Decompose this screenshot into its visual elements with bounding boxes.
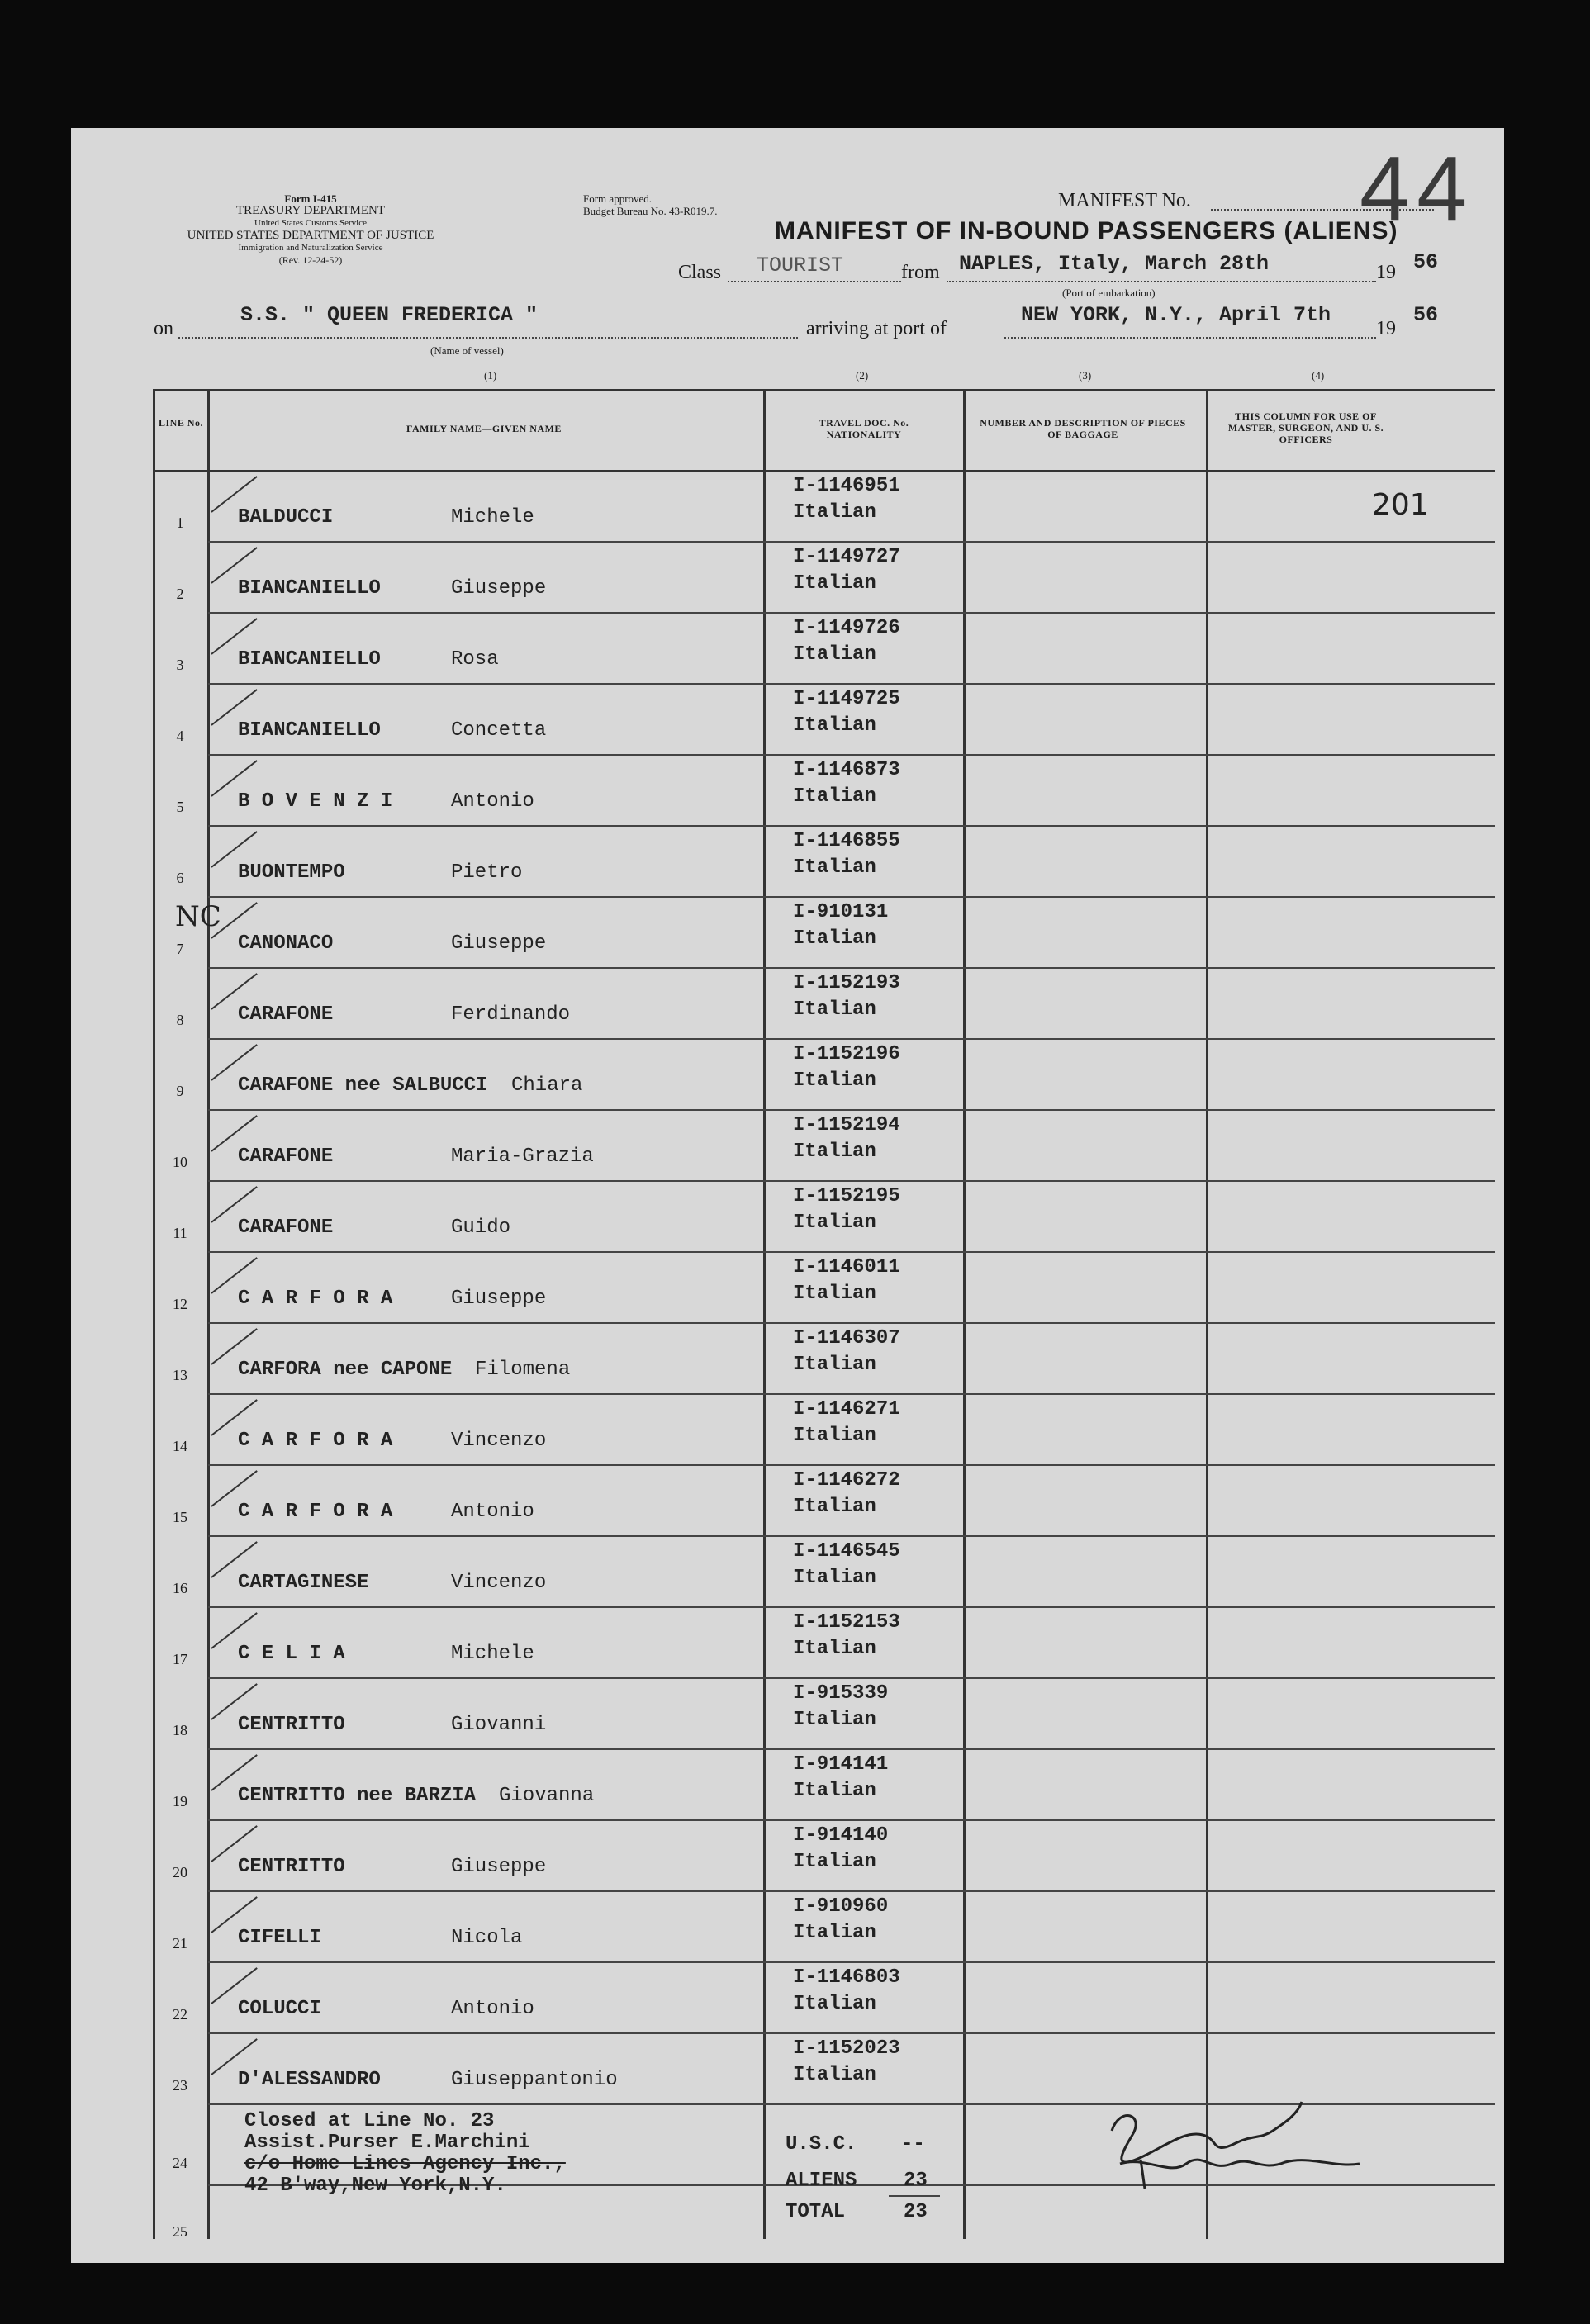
officer-note: 201 [1372,488,1429,522]
total-label: TOTAL [786,2201,846,2223]
line-number: 17 [173,1651,187,1667]
row-border [208,1180,1495,1182]
approval-block [583,192,717,217]
year-prefix-2: 19 [1376,318,1396,339]
travel-doc-number: I-1152195 [793,1185,900,1207]
travel-doc-number: I-1152193 [793,972,900,994]
nationality: Italian [793,1141,876,1163]
passenger-given-name: Antonio [451,1998,534,2020]
nationality: Italian [793,1425,876,1447]
ins-label: Immigration and Naturalization Service [238,243,383,253]
row-border [208,1393,1495,1395]
manifest-title: MANIFEST OF IN-BOUND PASSENGERS (ALIENS) [775,217,1398,244]
line-number: 2 [176,586,184,602]
travel-doc-number: I-910960 [793,1895,889,1918]
total-value: 23 [904,2201,928,2223]
arrival-value: NEW YORK, N.Y., April 7th [1021,303,1331,327]
line-number: 11 [173,1225,187,1241]
passenger-family-name: CARAFONE [238,1003,334,1026]
passenger-family-name: D'ALESSANDRO [238,2069,381,2091]
usc-label: U.S.C. [786,2133,857,2156]
form-id-block [150,192,472,267]
col-number-1: (1) [484,369,497,382]
vessel-name: S.S. " QUEEN FREDERICA " [240,303,539,327]
table-left-border [153,389,155,2239]
year-prefix-1: 19 [1376,262,1396,283]
passenger-given-name: Michele [451,1643,534,1665]
travel-doc-number: I-914141 [793,1753,889,1776]
travel-doc-number: I-1146011 [793,1256,900,1278]
line-no-header: LINE No. [158,417,203,429]
passenger-given-name: Concetta [451,719,547,742]
manifest-sheet [71,128,1504,2263]
approved-label: Form approved. [583,192,653,205]
nationality: Italian [793,2064,876,2086]
row-border [208,896,1495,898]
table-top-border [153,389,1495,391]
passenger-family-name: CENTRITTO [238,1714,345,1736]
row-border [208,1748,1495,1750]
line-number: 25 [173,2223,187,2240]
row-border [208,1819,1495,1821]
travel-doc-number: I-1146803 [793,1966,900,1989]
vessel-caption: (Name of vessel) [430,344,504,357]
nationality: Italian [793,1496,876,1518]
nationality: Italian [793,1638,876,1660]
margin-mark-bottom: 40 [65,2155,149,2232]
on-label: on [154,318,173,339]
line-number: 22 [173,2006,187,2023]
passenger-given-name: Giuseppantonio [451,2069,618,2091]
passenger-given-name: Vincenzo [451,1430,547,1452]
nationality: Italian [793,572,876,595]
passenger-family-name: CARAFONE nee SALBUCCI [238,1074,488,1097]
travel-doc-number: I-1152196 [793,1043,900,1065]
row-border [208,541,1495,543]
passenger-given-name: Ferdinando [451,1003,571,1026]
line-number: 10 [173,1154,187,1170]
year-value-1: 56 [1413,250,1439,274]
passenger-given-name: Maria-Grazia [451,1145,594,1168]
agency-note: c/o Home Lines Agency Inc., [244,2153,566,2175]
vessel-line [178,337,798,339]
nationality: Italian [793,643,876,666]
travel-doc-number: I-1146307 [793,1327,900,1349]
form-number: Form I-415 [284,192,337,205]
nationality: Italian [793,927,876,950]
margin-mark-row5: NC [175,900,221,933]
passenger-given-name: Antonio [451,790,534,813]
passenger-given-name: Chiara [511,1074,583,1097]
row-border [208,967,1495,969]
closed-note: Closed at Line No. 23 [244,2110,495,2132]
line-number: 14 [173,1438,187,1454]
passenger-family-name: CENTRITTO nee BARZIA [238,1785,477,1807]
line-number: 21 [173,1935,187,1952]
passenger-given-name: Vincenzo [451,1572,547,1594]
passenger-family-name: C A R F O R A [238,1430,393,1452]
revision-label: (Rev. 12-24-52) [278,254,343,266]
line-number: 24 [173,2155,187,2171]
nationality: Italian [793,856,876,879]
passenger-family-name: BIANCANIELLO [238,577,381,600]
purser-note: Assist.Purser E.Marchini [244,2132,530,2154]
class-value: TOURIST [757,254,844,277]
travel-doc-number: I-1146272 [793,1469,900,1492]
line-number: 12 [173,1296,187,1312]
passenger-family-name: CARTAGINESE [238,1572,369,1594]
from-value: NAPLES, Italy, March 28th [959,252,1270,276]
line-number: 7 [176,941,184,957]
row-border [208,1109,1495,1111]
passenger-given-name: Giuseppe [451,1856,547,1878]
row-border [208,2032,1495,2034]
passenger-given-name: Guido [451,1217,511,1239]
line-number: 23 [173,2077,187,2094]
nationality: Italian [793,1709,876,1731]
row-border [208,683,1495,685]
travel-doc-number: I-1149727 [793,546,900,568]
travel-doc-number: I-1146271 [793,1398,900,1420]
passenger-family-name: C E L I A [238,1643,345,1665]
year-value-2: 56 [1413,303,1439,327]
passenger-given-name: Giuseppe [451,577,547,600]
passenger-family-name: BALDUCCI [238,506,334,529]
nationality: Italian [793,1922,876,1944]
travel-doc-number: I-1152194 [793,1114,900,1136]
travel-doc-number: I-1146855 [793,830,900,852]
travel-doc-number: I-1146873 [793,759,900,781]
header-row-border [153,470,1495,472]
from-label: from [901,262,940,283]
line-number: 19 [173,1793,187,1809]
line-number: 6 [176,870,184,886]
row-border [208,754,1495,756]
nationality: Italian [793,1567,876,1589]
col-number-2: (2) [856,369,869,382]
line-number: 9 [176,1083,184,1099]
passenger-given-name: Michele [451,506,534,529]
passenger-given-name: Pietro [451,861,523,884]
totals-rule [889,2195,940,2197]
name-header: FAMILY NAME—GIVEN NAME [406,423,562,434]
passenger-family-name: COLUCCI [238,1998,321,2020]
line-number: 1 [176,515,184,531]
manifest-number: 44 [1360,138,1474,240]
line-number: 3 [176,657,184,673]
from-line [947,281,1376,282]
row-border [208,1464,1495,1466]
passenger-given-name: Giuseppe [451,1288,547,1310]
manifest-no-label: MANIFEST No. [1058,190,1191,211]
passenger-family-name: BIANCANIELLO [238,719,381,742]
passenger-family-name: BUONTEMPO [238,861,345,884]
row-border [208,1038,1495,1040]
aliens-label: ALIENS [786,2170,857,2192]
nationality: Italian [793,1851,876,1873]
travel-doc-number: I-1146545 [793,1540,900,1563]
passenger-given-name: Nicola [451,1927,523,1949]
col-number-4: (4) [1312,369,1325,382]
travel-doc-number: I-915339 [793,1682,889,1705]
line-number: 18 [173,1722,187,1738]
travel-doc-number: I-1152023 [793,2037,900,2060]
nationality: Italian [793,1780,876,1802]
passenger-given-name: Rosa [451,648,499,671]
passenger-family-name: C A R F O R A [238,1288,393,1310]
passenger-given-name: Giovanni [451,1714,547,1736]
line-number: 13 [173,1367,187,1383]
row-border [208,1535,1495,1537]
travel-doc-number: I-1149725 [793,688,900,710]
doc-header: TRAVEL DOC. No. NATIONALITY [819,417,909,440]
arrival-line [1004,337,1376,339]
port-embark-caption: (Port of embarkation) [1062,287,1156,299]
usc-value: -- [901,2133,925,2156]
travel-doc-number: I-910131 [793,901,889,923]
line-number: 15 [173,1509,187,1525]
col-number-3: (3) [1079,369,1092,382]
nationality: Italian [793,1070,876,1092]
row-border [208,1677,1495,1679]
passenger-family-name: CENTRITTO [238,1856,345,1878]
passenger-given-name: Giovanna [499,1785,595,1807]
passenger-family-name: B O V E N Z I [238,790,393,813]
treasury-label: TREASURY DEPARTMENT [235,204,386,217]
nationality: Italian [793,1283,876,1305]
budget-label: Budget Bureau No. 43-R019.7. [583,205,718,217]
line-number: 8 [176,1012,184,1028]
officer-signature [1095,2098,1368,2205]
row-border [208,1606,1495,1608]
row-border [208,1961,1495,1963]
nationality: Italian [793,501,876,524]
aliens-value: 23 [904,2170,928,2192]
nationality: Italian [793,785,876,808]
line-number: 5 [176,799,184,815]
nationality: Italian [793,1354,876,1376]
passenger-family-name: BIANCANIELLO [238,648,381,671]
baggage-header: NUMBER AND DESCRIPTION OF PIECES OF BAGGAGE [980,417,1186,440]
line-number: 4 [176,728,184,744]
row-border [208,612,1495,614]
nationality: Italian [793,714,876,737]
row-border [208,825,1495,827]
travel-doc-number: I-1152153 [793,1611,900,1634]
passenger-family-name: C A R F O R A [238,1501,393,1523]
row-border [208,1251,1495,1253]
passenger-family-name: CIFELLI [238,1927,321,1949]
row-border [208,1890,1495,1892]
passenger-family-name: CARFORA nee CAPONE [238,1359,453,1381]
line-number: 16 [173,1580,187,1596]
row-border [208,1322,1495,1324]
passenger-family-name: CANONACO [238,932,334,955]
travel-doc-number: I-1149726 [793,617,900,639]
travel-doc-number: I-914140 [793,1824,889,1847]
address-note: 42 B'way,New York,N.Y. [244,2175,506,2197]
class-label: Class [678,262,722,283]
passenger-given-name: Antonio [451,1501,534,1523]
passenger-family-name: CARAFONE [238,1217,334,1239]
officers-header: THIS COLUMN FOR USE OF MASTER, SURGEON, AND U. S. OFFICERS [1227,410,1384,445]
arriving-label: arriving at port of [806,318,947,339]
nationality: Italian [793,998,876,1021]
passenger-given-name: Filomena [475,1359,571,1381]
justice-label: UNITED STATES DEPARTMENT OF JUSTICE [187,229,434,242]
passenger-given-name: Giuseppe [451,932,547,955]
passenger-family-name: CARAFONE [238,1145,334,1168]
travel-doc-number: I-1146951 [793,475,900,497]
line-number: 20 [173,1864,187,1881]
customs-label: United States Customs Service [254,218,367,228]
class-line [728,281,901,282]
nationality: Italian [793,1212,876,1234]
nationality: Italian [793,1993,876,2015]
